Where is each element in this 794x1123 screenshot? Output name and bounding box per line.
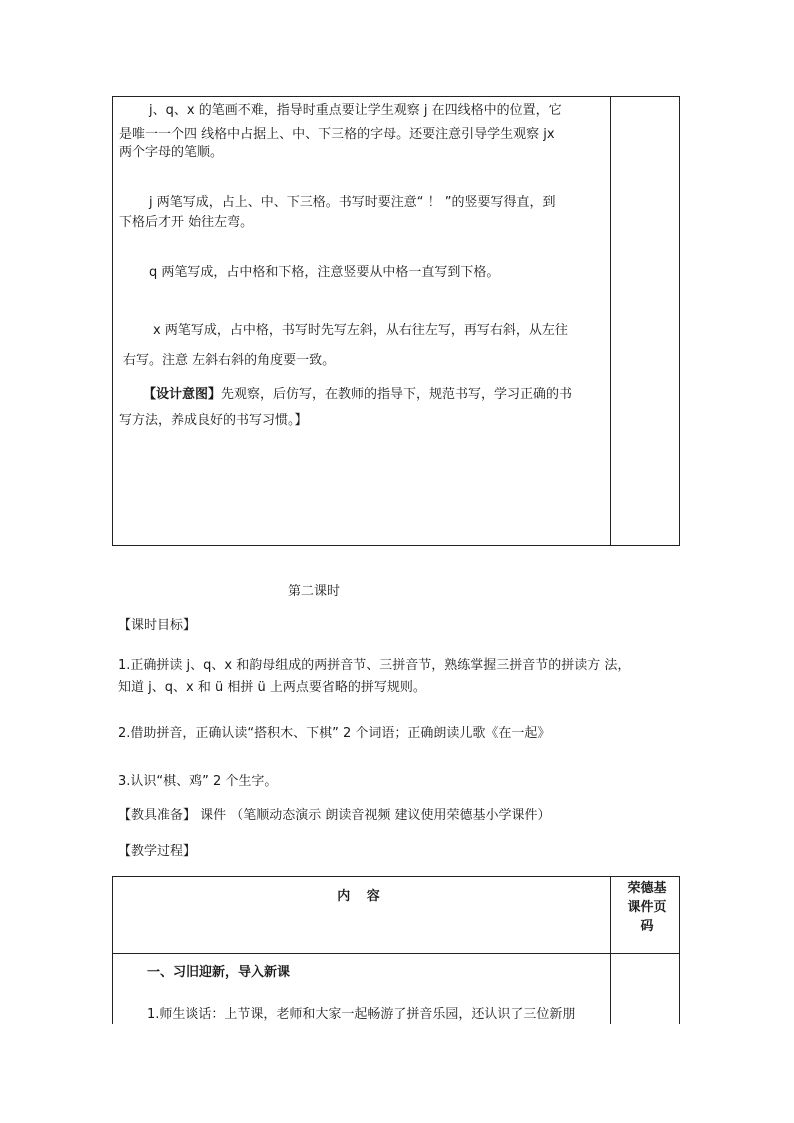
paragraph-line: 是唯一一个四 线格中占据上、中、下三格的字母。还要注意引导学生观察 jx xyxy=(119,127,555,142)
content-table-top xyxy=(112,96,680,546)
goal-line: 3.认识“棋、鸡” 2 个生字。 xyxy=(118,774,278,789)
paragraph-line: 两个字母的笔顺。 xyxy=(119,145,224,160)
design-intent-label: 【设计意图】 xyxy=(143,387,222,402)
page-header-line: 码 xyxy=(640,919,654,934)
goal-line: 1.正确拼读 j、q、x 和韵母组成的两拼音节、三拼音节，熟练掌握三拼音节的拼读方 法， xyxy=(118,658,631,673)
design-intent-line xyxy=(143,383,572,407)
section-title: 一、习旧迎新，导入新课 xyxy=(147,965,291,980)
goal-line: 知道 j、q、x 和 ü 相拼 ü 上两点要省略的拼写规则。 xyxy=(118,680,426,695)
paragraph-line: 写方法，养成良好的书写习惯。】 xyxy=(119,413,308,428)
column-divider xyxy=(610,97,611,545)
paragraph-line: 下格后才开 始往左弯。 xyxy=(119,215,254,230)
paragraph-line: j、q、x 的笔画不难，指导时重点要让学生观察 j 在四线格中的位置，它 xyxy=(149,103,562,118)
paragraph-line: j 两笔写成，占上、中、下三格。书写时要注意“ ！ ”的竖要写得直，到 xyxy=(149,195,556,210)
paragraph-line: 右写。注意 左斜右斜的角度要一致。 xyxy=(123,353,336,368)
process-heading: 【教学过程】 xyxy=(118,844,197,859)
row-divider xyxy=(113,953,679,954)
paragraph-line: q 两笔写成，占中格和下格，注意竖要从中格一直写到下格。 xyxy=(149,265,500,280)
column-divider xyxy=(610,877,611,1024)
lesson-title: 第二课时 xyxy=(288,584,341,599)
teaching-aids: 【教具准备】 课件 （笔顺动态演示 朗读音视频 建议使用荣德基小学课件） xyxy=(118,808,551,823)
teaching-process-table xyxy=(112,876,680,1024)
page-header-line: 荣德基 xyxy=(627,881,667,896)
goal-line: 2.借助拼音，正确认读“搭积木、下棋” 2 个词语；正确朗读儿歌《在一起》 xyxy=(118,726,551,741)
paragraph-line: x 两笔写成，占中格，书写时先写左斜，从右往左写，再写右斜，从左往 xyxy=(153,323,568,338)
content-column-header: 内 容 xyxy=(337,889,386,904)
page-column-header xyxy=(613,879,681,936)
goals-heading: 【课时目标】 xyxy=(118,618,197,633)
page-header-line: 课件页 xyxy=(627,900,667,915)
design-intent-text: 先观察，后仿写，在教师的指导下，规范书写，学习正确的书 xyxy=(221,387,573,402)
paragraph-line: 1.师生谈话：上节课，老师和大家一起畅游了拼音乐园，还认识了三位新朋 xyxy=(147,1007,576,1022)
